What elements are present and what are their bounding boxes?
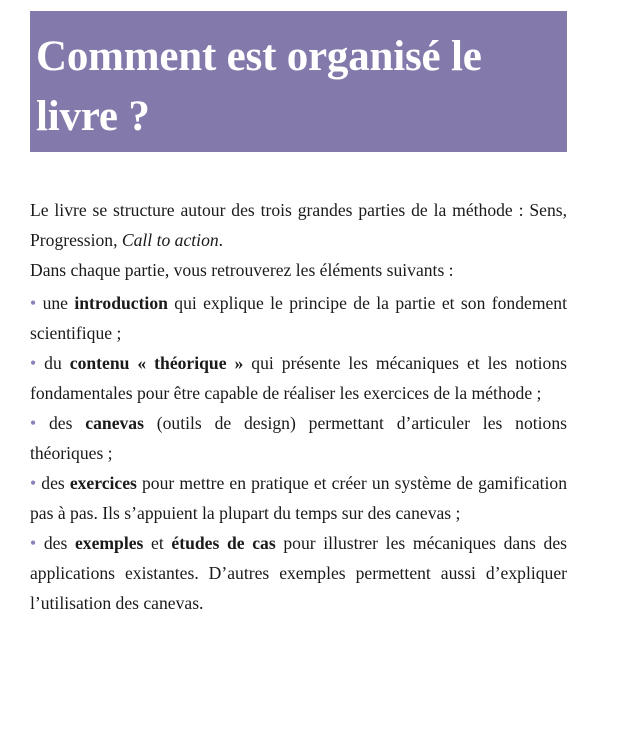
article-body xyxy=(30,195,567,618)
title-banner xyxy=(30,11,567,152)
item-text: des xyxy=(36,473,70,493)
lead-paragraph: Dans chaque partie, vous retrouverez les éléments suivants : xyxy=(30,260,454,280)
page-title: Comment est organisé le livre ? xyxy=(36,33,482,140)
list-item-exemples xyxy=(30,528,567,618)
bullet-icon: • xyxy=(30,473,37,493)
item-bold: exemples xyxy=(74,533,144,553)
item-bold: contenu « théorique » xyxy=(69,353,244,373)
intro-text: Le livre se structure autour des trois grandes parties de la méthode : Sens, Progression, xyxy=(30,200,567,250)
item-bold: canevas xyxy=(85,413,144,433)
item-bold: introduction xyxy=(74,293,168,313)
list-item-introduction xyxy=(30,288,567,348)
item-bold: études de cas xyxy=(171,533,276,553)
list-item-canevas xyxy=(30,408,567,468)
item-text: qui présente les mécaniques et les notions fondamentales pour être capable de réaliser les exercices de la méthode ; xyxy=(30,353,567,403)
intro-paragraph xyxy=(30,195,567,255)
intro-italic: Call to action xyxy=(121,230,219,250)
item-text: des xyxy=(36,533,75,553)
item-bold: exercices xyxy=(69,473,137,493)
bullet-icon: • xyxy=(30,413,37,433)
item-text: (outils de design) permettant d’articuler les notions théoriques ; xyxy=(30,413,567,463)
item-text: pour illustrer les mécaniques dans des applications existantes. D’autres exemples permettent aussi d’expliquer l’utilisation des canevas. xyxy=(30,533,567,613)
item-text: une xyxy=(36,293,75,313)
item-text: pour mettre en pratique et créer un système de gamification pas à pas. Ils s’appuient la plupart du temps sur des canevas ; xyxy=(30,473,567,523)
bullet-icon: • xyxy=(30,353,37,373)
bullet-icon: • xyxy=(30,293,37,313)
list-item-contenu xyxy=(30,348,567,408)
list-item-exercices xyxy=(30,468,567,528)
bullet-icon: • xyxy=(30,533,37,553)
intro-end: . xyxy=(218,230,224,250)
item-text: des xyxy=(36,413,86,433)
item-text: et xyxy=(143,533,172,553)
item-text: du xyxy=(36,353,70,373)
item-text: qui explique le principe de la partie et son fondement scientifique ; xyxy=(30,293,567,343)
